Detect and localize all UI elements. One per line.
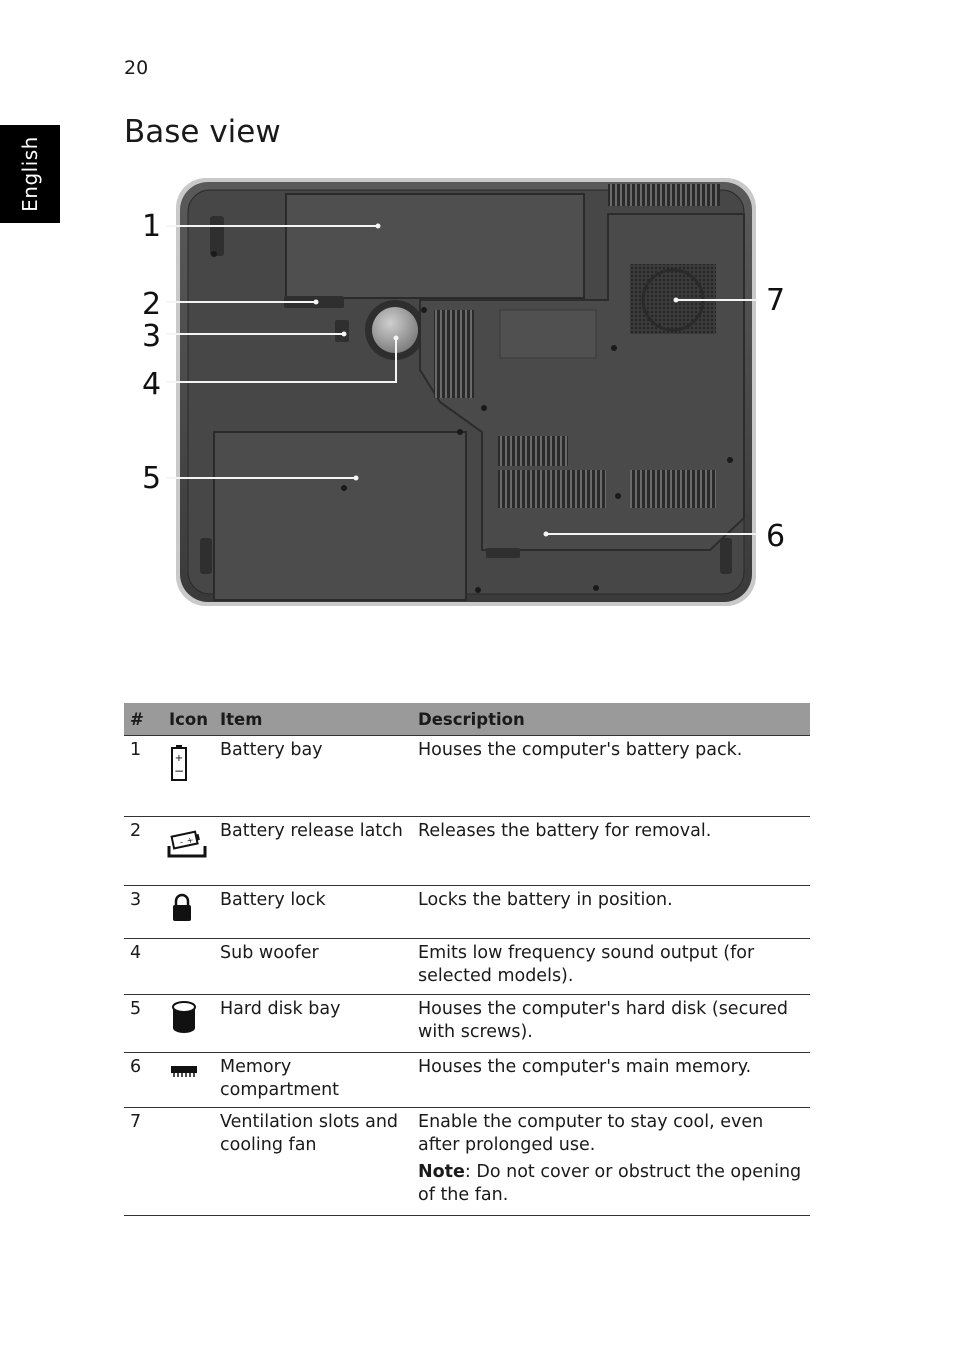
svg-text:+: +: [185, 835, 195, 846]
laptop-base-illustration: [130, 170, 810, 630]
row-description: Enable the computer to stay cool, even after prolonged use.: [418, 1112, 764, 1155]
table-row: [124, 886, 810, 939]
lock-icon: [167, 893, 205, 923]
row-item: Battery lock: [214, 886, 412, 939]
svg-text:-: -: [179, 837, 184, 847]
note-label: Note: [418, 1162, 465, 1182]
header-description: Description: [412, 703, 810, 736]
row-note: [418, 1161, 804, 1207]
base-view-table: [124, 703, 810, 1216]
row-number: 4: [124, 939, 163, 995]
svg-text:−: −: [173, 764, 185, 778]
battery-icon: [167, 743, 205, 781]
row-number: 3: [124, 886, 163, 939]
row-item: Battery release latch: [214, 817, 412, 886]
callout-7: 7: [766, 283, 786, 318]
callout-5: 5: [142, 461, 162, 496]
row-number: 7: [124, 1108, 163, 1216]
battery-release-icon: [167, 824, 205, 862]
table-row: [124, 995, 810, 1053]
row-description: Locks the battery in position.: [412, 886, 810, 939]
memory-icon: [167, 1060, 205, 1080]
callout-1: 1: [142, 209, 162, 244]
note-text: : Do not cover or obstruct the opening of the fan.: [418, 1162, 802, 1205]
row-number: 6: [124, 1053, 163, 1108]
callout-6: 6: [766, 519, 786, 554]
page-number: 20: [124, 57, 149, 79]
laptop-base-figure: [130, 170, 810, 630]
row-description: Houses the computer's hard disk (secured with screws).: [412, 995, 810, 1053]
table-row: [124, 1108, 810, 1216]
table-row: [124, 1053, 810, 1108]
table-header-row: [124, 703, 810, 736]
row-description: Emits low frequency sound output (for selected models).: [412, 939, 810, 995]
row-item: Hard disk bay: [214, 995, 412, 1053]
callout-3: 3: [142, 319, 162, 354]
row-description: Releases the battery for removal.: [412, 817, 810, 886]
table-row: [124, 736, 810, 817]
row-description: Houses the computer's battery pack.: [412, 736, 810, 817]
language-tab-label: English: [18, 136, 42, 212]
callout-4: 4: [142, 367, 162, 402]
callout-2: 2: [142, 287, 162, 322]
header-num: #: [124, 703, 163, 736]
row-item: Battery bay: [214, 736, 412, 817]
row-number: 5: [124, 995, 163, 1053]
svg-text:+: +: [174, 753, 184, 764]
row-item: Ventilation slots and cooling fan: [214, 1108, 412, 1216]
row-item: Sub woofer: [214, 939, 412, 995]
header-item: Item: [214, 703, 412, 736]
row-number: 2: [124, 817, 163, 886]
row-item: Memory compartment: [214, 1053, 412, 1108]
language-tab: [0, 125, 60, 223]
row-description: Houses the computer's main memory.: [412, 1053, 810, 1108]
table-row: [124, 939, 810, 995]
header-icon: Icon: [163, 703, 214, 736]
page-title: Base view: [124, 114, 281, 150]
row-number: 1: [124, 736, 163, 817]
hard-disk-icon: [167, 1000, 205, 1036]
table-row: [124, 817, 810, 886]
